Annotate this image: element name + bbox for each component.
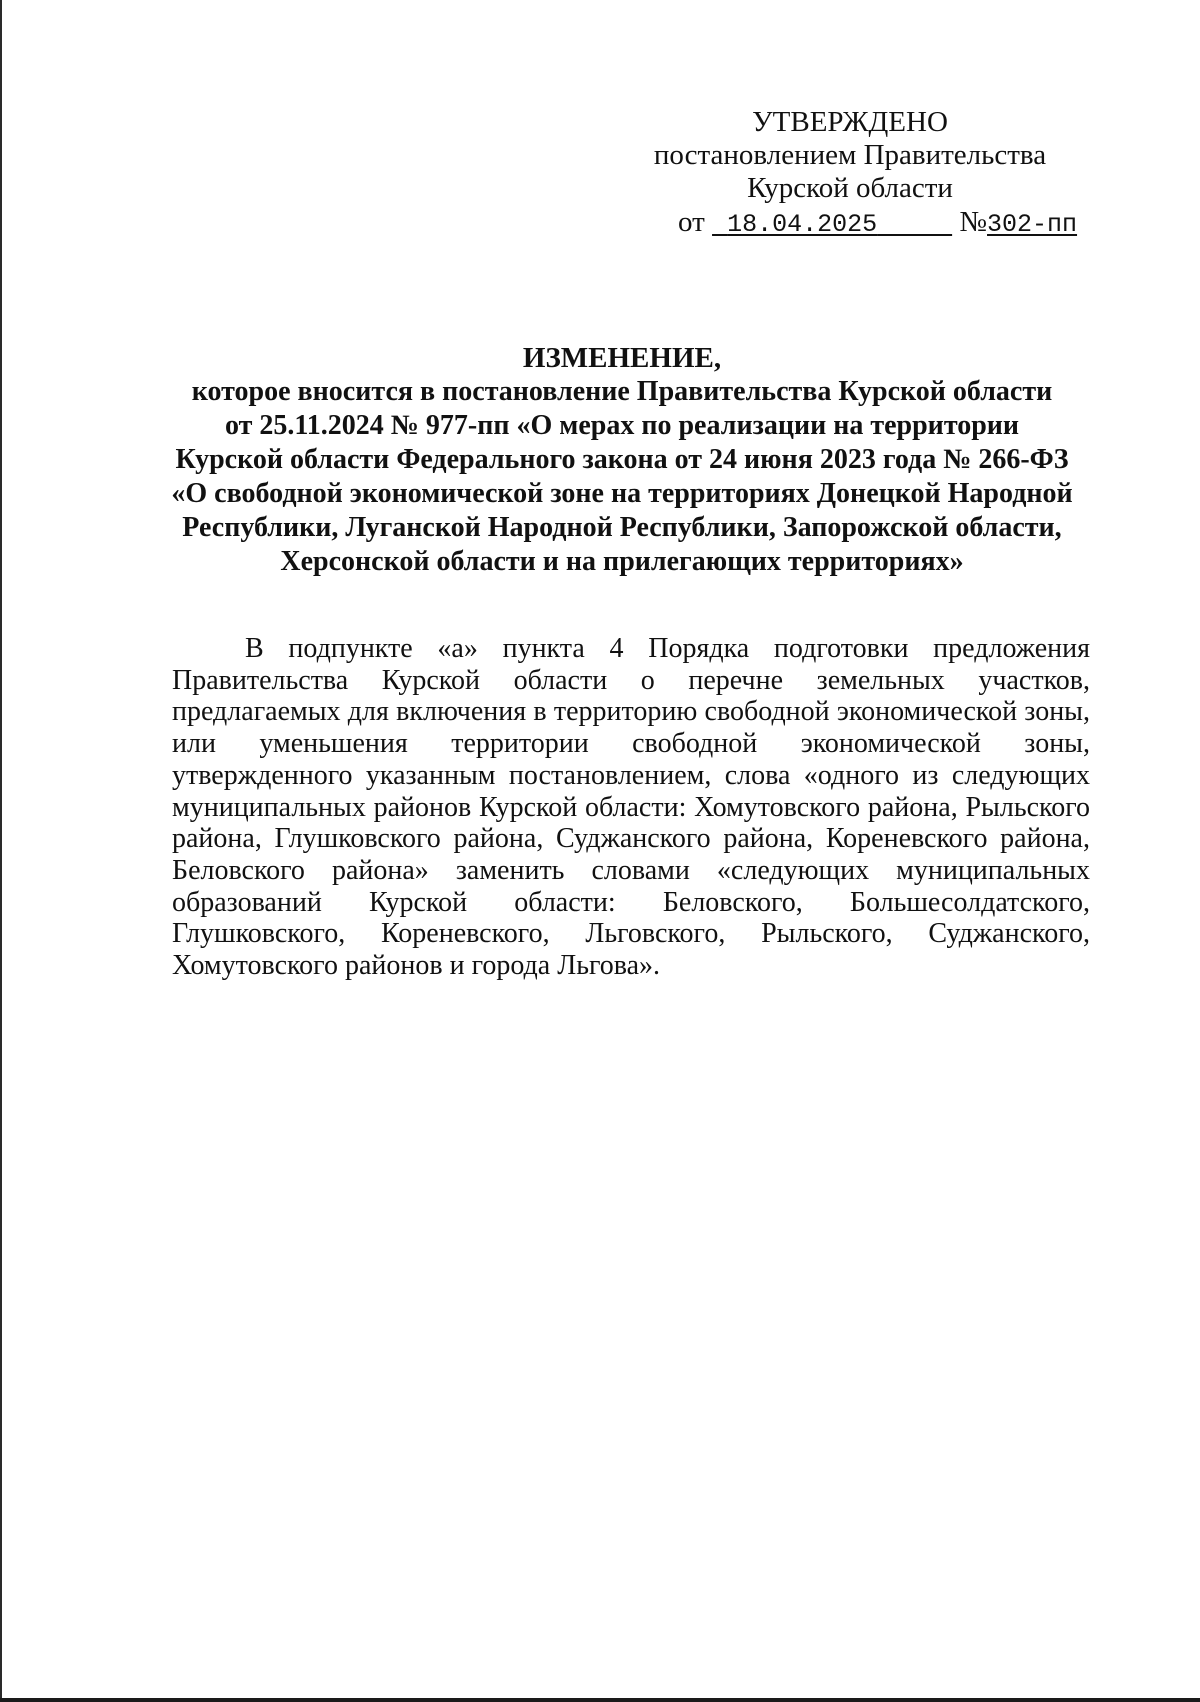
date-prefix: от: [678, 206, 705, 238]
approval-title: УТВЕРЖДЕНО: [752, 106, 948, 138]
document-heading: ИЗМЕНЕНИЕ,: [522, 342, 722, 374]
number-prefix: №: [959, 206, 988, 238]
scan-edge-left: [0, 0, 2, 1702]
scan-edge-bottom: [0, 1698, 1200, 1702]
approval-stamp-block: [630, 106, 1078, 241]
title-line: «О свободной экономической зоне на территориях Донецкой Народной: [171, 478, 1073, 509]
title-line: Херсонской области и на прилегающих территориях»: [280, 546, 964, 577]
document-title: [150, 341, 1094, 579]
approval-authority: постановлением Правительства: [653, 139, 1047, 171]
body-paragraph: В подпункте «а» пункта 4 Порядка подготовки предложения Правительства Курской области о перечне земельных участков, предлагаемых для включения в территорию свободной экономической зоны, или уменьшения территории свободной экономической зоны, утвержденного указанным постановлением, слова «одного из следующих муниципальных районов Курской области: Хомутовского района, Рыльского района, Глушковского района, Суджанского района, Кореневского района, Беловского района» заменить словами «следующих муниципальных образований Курской области: Беловского, Большесолдатского, Глушковского, Кореневского, Льговского, Рыльского, Суджанского, Хомутовского районов и города Льгова».: [172, 633, 1090, 982]
title-line: Курской области Федерального закона от 24 июня 2023 года № 266-ФЗ: [175, 444, 1069, 475]
approval-region: Курской области: [747, 172, 953, 204]
approval-date-line: [678, 206, 1078, 241]
title-line: которое вносится в постановление Правительства Курской области: [191, 376, 1053, 407]
approval-number: 302-пп: [987, 210, 1078, 239]
title-line: Республики, Луганской Народной Республики, Запорожской области,: [182, 512, 1062, 543]
approval-date: 18.04.2025: [727, 210, 878, 239]
title-line: от 25.11.2024 № 977-пп «О мерах по реализации на территории: [224, 410, 1020, 441]
